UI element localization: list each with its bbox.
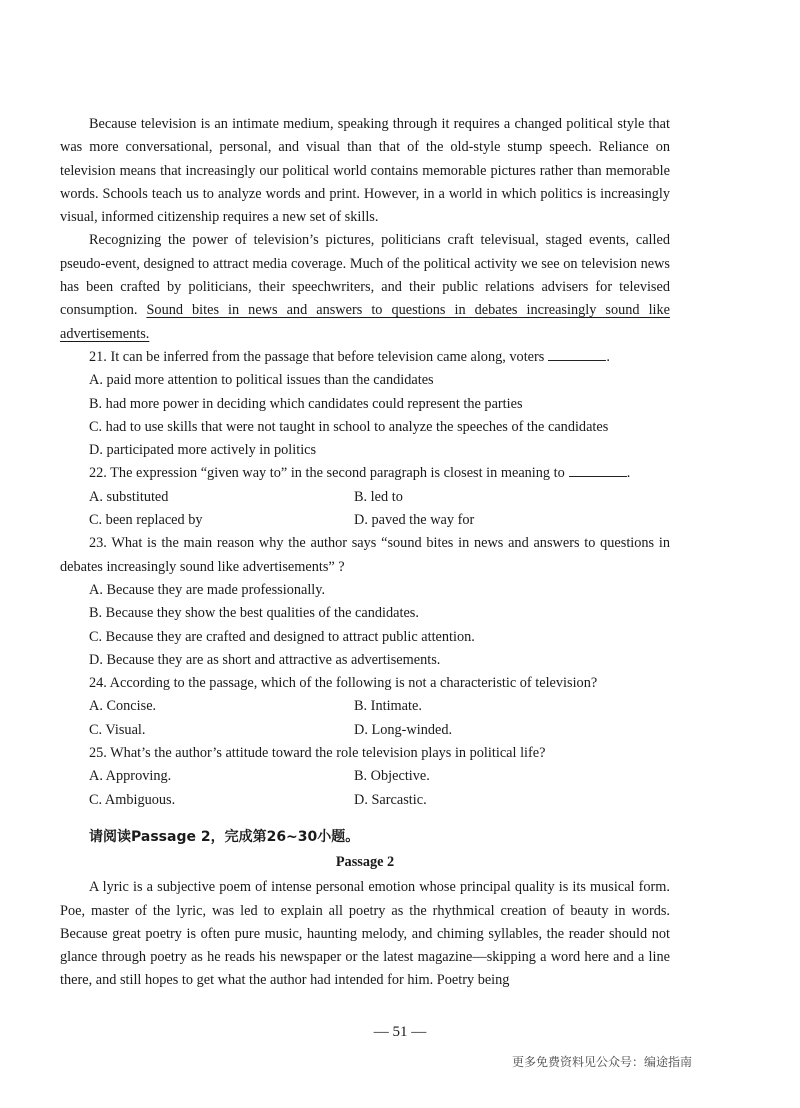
option: D. Sarcastic. <box>354 791 427 808</box>
footer-note: 更多免费资料见公众号：编途指南 <box>511 1055 692 1069</box>
option: D. participated more actively in politics <box>89 442 317 459</box>
option: C. had to use skills that were not taught in school to analyze the speeches of the candidates <box>89 418 609 435</box>
page-number: — 51 — <box>373 1024 427 1040</box>
option: B. Intimate. <box>354 698 422 715</box>
option-row <box>60 719 670 742</box>
question-24: 24. According to the passage, which of the following is not a characteristic of television? <box>89 675 598 692</box>
answer-blank <box>569 462 627 477</box>
passage1-paragraph-1: Because television is an intimate medium, speaking through it requires a changed political style that was more conversational, personal, and visual than that of the old-style stump speech. Reliance on television means that increasingly our political world contains memorable pictures rather than memorable words. Schools teach us to analyze words and print. However, in a world in which politics is increasingly visual, informed citizenship requires a new set of skills. <box>60 116 670 226</box>
option: C. Visual. <box>89 721 146 738</box>
question-23: 23. What is the main reason why the author says “sound bites in news and answers to questions in debates increasingly sound like advertisements” ? <box>60 535 670 575</box>
option: B. led to <box>354 488 403 505</box>
underlined-sentence: Sound bites in news and answers to questions in debates increasingly sound like advertisements. <box>60 302 671 342</box>
option: B. had more power in deciding which candidates could represent the parties <box>89 395 523 412</box>
option-row <box>60 509 670 532</box>
answer-blank <box>548 346 606 361</box>
passage1-paragraph-2-text: Recognizing the power of television’s pictures, politicians craft televisual, staged events, called pseudo-event, designed to attract media coverage. Much of the political activity we see on television news has been crafted by politicians, their speechwriters, and their public relations advisers for televised consumption. <box>60 232 670 319</box>
option-row <box>60 695 670 718</box>
section-instruction: 请阅读Passage 2，完成第26~30小题。 <box>89 828 360 845</box>
question-21: 21. It can be inferred from the passage that before television came along, voters . <box>60 346 670 369</box>
option: C. been replaced by <box>89 512 203 529</box>
question-22: 22. The expression “given way to” in the second paragraph is closest in meaning to . <box>60 462 670 485</box>
option: A. substituted <box>89 488 169 505</box>
option: A. paid more attention to political issues than the candidates <box>89 372 434 389</box>
option: C. Because they are crafted and designed to attract public attention. <box>89 628 475 645</box>
passage1-paragraph-2 <box>60 229 670 345</box>
option: D. Long-winded. <box>354 721 453 738</box>
option: B. Because they show the best qualities of the candidates. <box>89 605 419 622</box>
option: A. Concise. <box>89 698 157 715</box>
option-row <box>60 486 670 509</box>
option-row <box>60 765 670 788</box>
option: A. Approving. <box>89 768 172 785</box>
passage2-paragraph: A lyric is a subjective poem of intense personal emotion whose principal quality is its musical form. Poe, master of the lyric, was led to explain all poetry as the rhythmical creation of beauty in words. Because great poetry is often pure music, haunting melody, and chiming syllables, the reader should not glance through poetry as he reads his newspaper or the latest magazine—skipping a word here and a line there, and still hopes to get what the author had intended for him. Poetry being <box>60 879 670 989</box>
option: D. Because they are as short and attractive as advertisements. <box>89 651 441 668</box>
option: D. paved the way for <box>354 512 475 529</box>
exam-page <box>60 113 670 993</box>
question-25: 25. What’s the author’s attitude toward the role television plays in political life? <box>89 745 546 762</box>
option-row <box>60 789 670 812</box>
option: C. Ambiguous. <box>89 791 176 808</box>
option: A. Because they are made professionally. <box>89 581 326 598</box>
option: B. Objective. <box>354 768 430 785</box>
passage-2-title: Passage 2 <box>335 853 395 870</box>
